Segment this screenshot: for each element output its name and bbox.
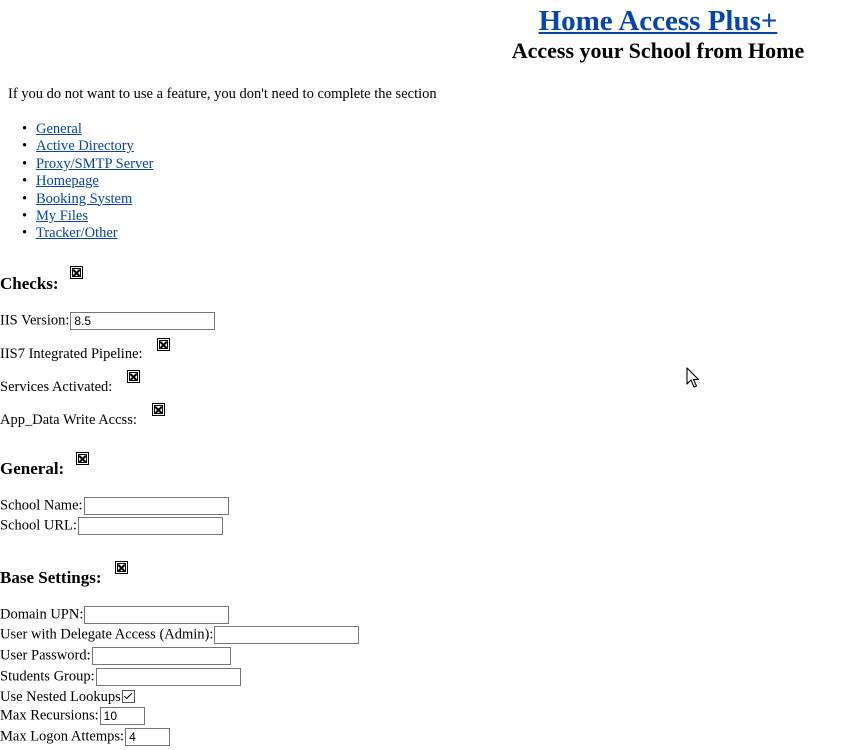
- students-group-label: Students Group:: [0, 668, 95, 685]
- pipeline-error-icon: [157, 338, 170, 351]
- school-url-label: School URL:: [0, 517, 77, 534]
- nested-lookups-label: Use Nested Lookups: [0, 689, 121, 705]
- iis-version-label: IIS Version:: [0, 312, 70, 329]
- school-url-row: [0, 517, 223, 535]
- max-logon-row: [0, 728, 170, 746]
- school-name-row: [0, 497, 229, 515]
- services-error-icon: [127, 370, 140, 383]
- base-settings-status-error-icon: [115, 561, 128, 574]
- school-name-input[interactable]: [84, 497, 229, 515]
- user-password-row: [0, 647, 231, 665]
- domain-upn-row: [0, 606, 229, 624]
- delegate-input[interactable]: [214, 626, 359, 644]
- nav-item-my-files: [22, 208, 153, 225]
- max-logon-input[interactable]: [125, 728, 170, 746]
- domain-upn-input[interactable]: [84, 606, 229, 624]
- nested-lookups-row: [0, 689, 135, 706]
- students-group-input[interactable]: [96, 668, 241, 686]
- site-subtitle: Access your School from Home: [511, 38, 805, 63]
- nav-link-proxy-smtp[interactable]: Proxy/SMTP Server: [36, 155, 154, 172]
- nav-item-active-directory: [22, 138, 153, 155]
- nav-link-tracker-other[interactable]: Tracker/Other: [36, 225, 118, 242]
- nav-item-proxy-smtp: [22, 156, 153, 173]
- max-recursions-input[interactable]: [100, 707, 145, 725]
- max-logon-label: Max Logon Attemps:: [0, 728, 125, 745]
- user-password-input[interactable]: [92, 647, 231, 665]
- max-recursions-label: Max Recursions:: [0, 707, 99, 724]
- domain-upn-label: Domain UPN:: [0, 606, 84, 623]
- school-name-label: School Name:: [0, 497, 83, 514]
- pipeline-label: IIS7 Integrated Pipeline:: [0, 346, 143, 362]
- iis-version-row: [0, 312, 215, 330]
- delegate-row: [0, 626, 359, 644]
- delegate-label: User with Delegate Access (Admin):: [0, 626, 214, 643]
- nav-item-booking-system: [22, 191, 153, 208]
- user-password-label: User Password:: [0, 647, 91, 664]
- general-heading: General:: [0, 459, 65, 478]
- max-recursions-row: [0, 707, 145, 725]
- nav-link-general[interactable]: General: [36, 121, 82, 137]
- nav-link-my-files[interactable]: My Files: [36, 207, 88, 224]
- appdata-error-icon: [152, 403, 165, 416]
- appdata-label: App_Data Write Accss:: [0, 412, 137, 428]
- checks-status-error-icon: [70, 266, 83, 279]
- nav-link-booking-system[interactable]: Booking System: [36, 190, 133, 207]
- nav-item-tracker-other: [22, 225, 153, 242]
- nav-link-homepage[interactable]: Homepage: [36, 173, 99, 190]
- base-settings-heading: Base Settings:: [0, 568, 102, 587]
- nested-lookups-checkbox[interactable]: [122, 690, 135, 703]
- services-label: Services Activated:: [0, 379, 113, 395]
- students-group-row: [0, 668, 241, 686]
- iis-version-input[interactable]: [70, 312, 215, 330]
- checks-heading: Checks:: [0, 274, 59, 293]
- site-title-link[interactable]: Home Access Plus+: [538, 5, 778, 37]
- mouse-pointer-icon: [686, 367, 700, 389]
- nav-link-active-directory[interactable]: Active Directory: [36, 138, 134, 155]
- school-url-input[interactable]: [78, 517, 223, 535]
- section-nav: [22, 121, 153, 243]
- nav-item-general: [22, 121, 153, 138]
- general-status-error-icon: [76, 452, 89, 465]
- intro-text: If you do not want to use a feature, you don't need to complete the section: [8, 86, 437, 102]
- page-header: [503, 4, 813, 64]
- nav-item-homepage: [22, 173, 153, 190]
